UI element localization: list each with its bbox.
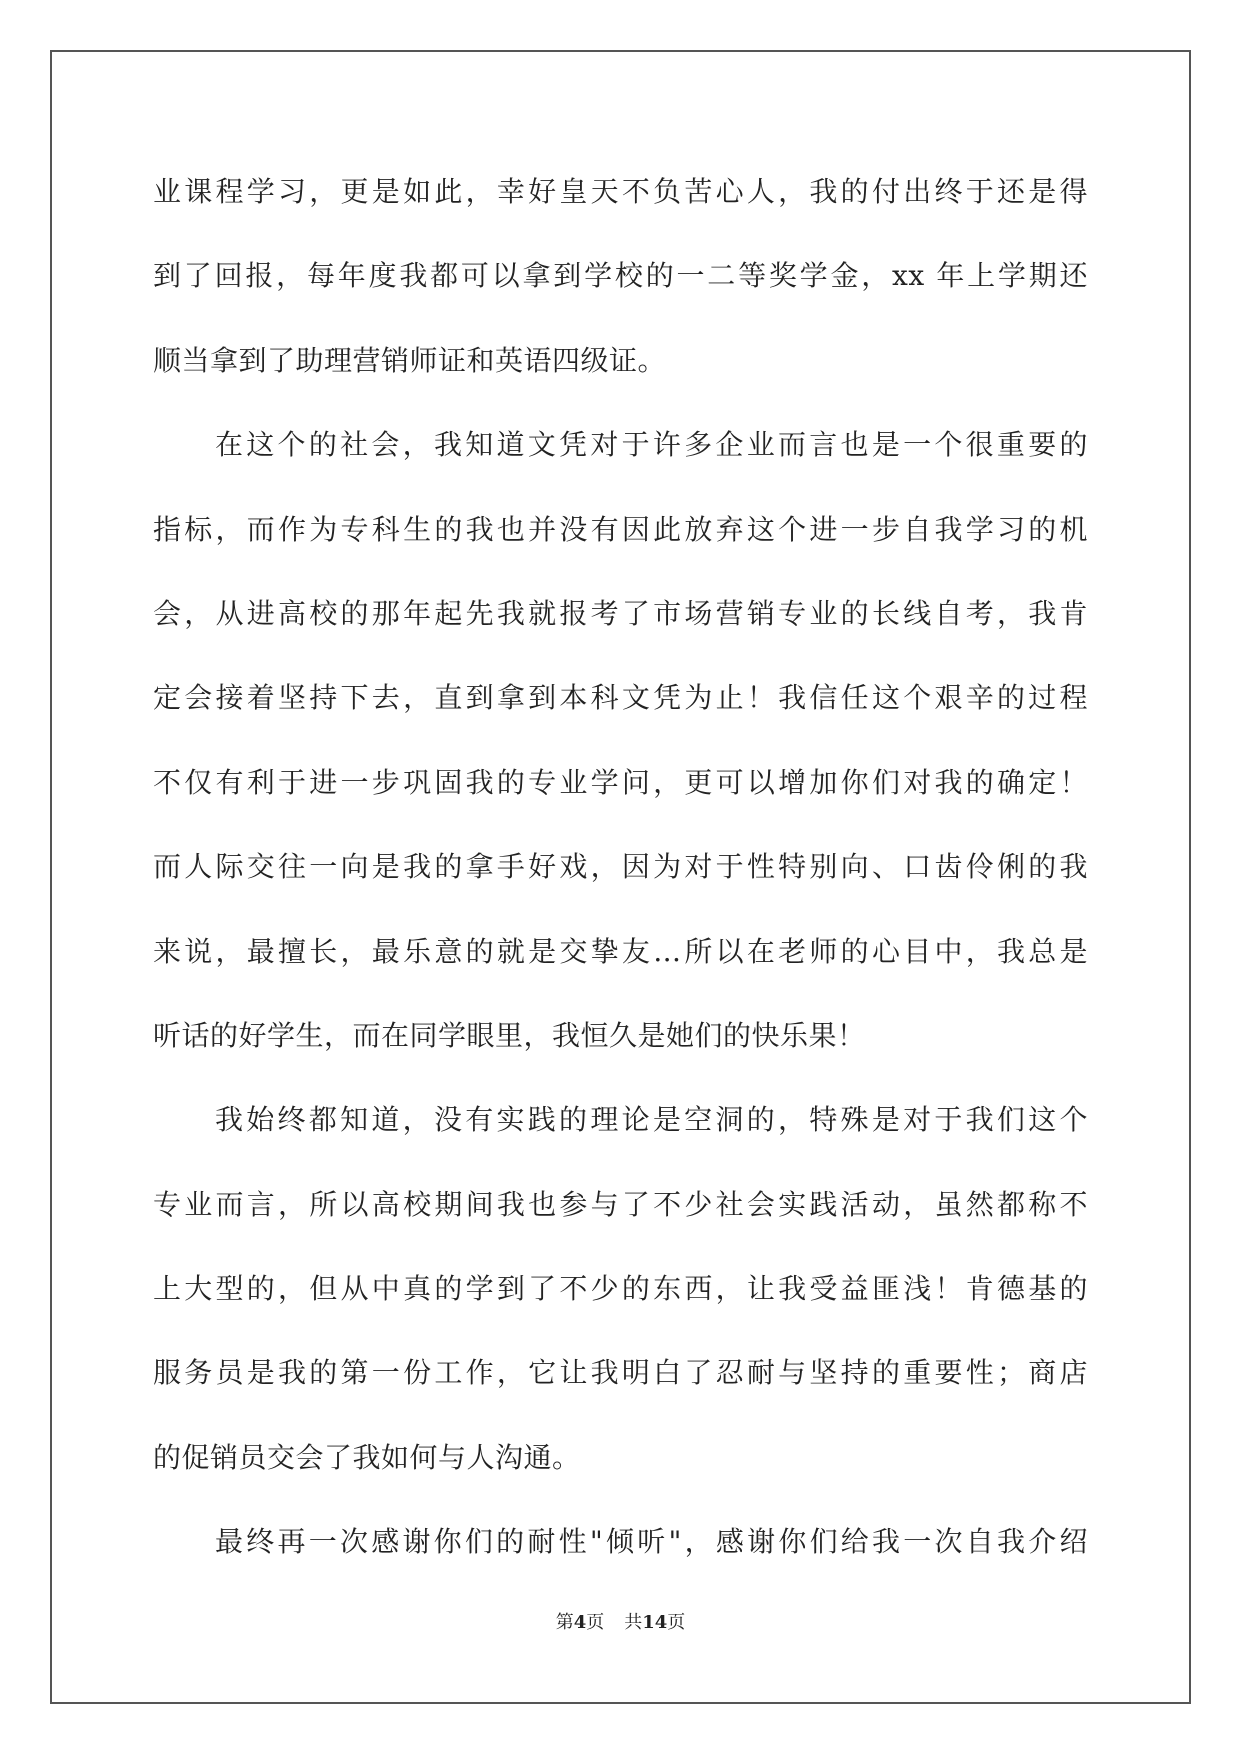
text-line: 专业而言，所以高校期间我也参与了不少社会实践活动，虽然都称不 — [153, 1187, 1088, 1221]
total-label-prefix: 共 — [624, 1612, 643, 1633]
page-label-suffix: 页 — [586, 1612, 605, 1633]
text-line: 最终再一次感谢你们的耐性"倾听"，感谢你们给我一次自我介绍 — [215, 1525, 1088, 1559]
text-line: 服务员是我的第一份工作，它让我明白了忍耐与坚持的重要性；商店 — [153, 1356, 1088, 1390]
text-line: 会，从进高校的那年起先我就报考了市场营销专业的长线自考，我肯 — [153, 596, 1088, 630]
text-line: 我始终都知道，没有实践的理论是空洞的，特殊是对于我们这个 — [215, 1103, 1088, 1137]
current-page-number: 4 — [573, 1612, 587, 1633]
text-line: 听话的好学生，而在同学眼里，我恒久是她们的快乐果！ — [153, 1018, 866, 1052]
page-footer — [0, 1608, 1241, 1634]
text-line: 业课程学习，更是如此，幸好皇天不负苦心人，我的付出终于还是得 — [153, 175, 1088, 208]
text-line: 不仅有利于进一步巩固我的专业学问，更可以增加你们对我的确定！ — [153, 765, 1088, 799]
text-line: 上大型的，但从中真的学到了不少的东西，让我受益匪浅！肯德基的 — [153, 1272, 1088, 1306]
page-label-prefix: 第 — [555, 1612, 574, 1633]
text-line: 指标，而作为专科生的我也并没有因此放弃这个进一步自我学习的机 — [153, 512, 1088, 546]
document-body — [153, 162, 1088, 1597]
text-line: 定会接着坚持下去，直到拿到本科文凭为止！我信任这个艰辛的过程 — [153, 681, 1088, 715]
text-line: 到了回报，每年度我都可以拿到学校的一二等奖学金，xx 年上学期还 — [153, 259, 1088, 293]
text-line: 在这个的社会，我知道文凭对于许多企业而言也是一个很重要的 — [215, 428, 1088, 462]
text-line: 来说，最擅长，最乐意的就是交挚友…所以在老师的心目中，我总是 — [153, 934, 1088, 968]
total-label-suffix: 页 — [667, 1612, 686, 1633]
text-line: 顺当拿到了助理营销师证和英语四级证。 — [153, 343, 667, 377]
text-line: 而人际交往一向是我的拿手好戏，因为对于性特别向、口齿伶俐的我 — [153, 850, 1088, 884]
text-line: 的促销员交会了我如何与人沟通。 — [153, 1440, 581, 1474]
total-page-number: 14 — [642, 1612, 668, 1633]
